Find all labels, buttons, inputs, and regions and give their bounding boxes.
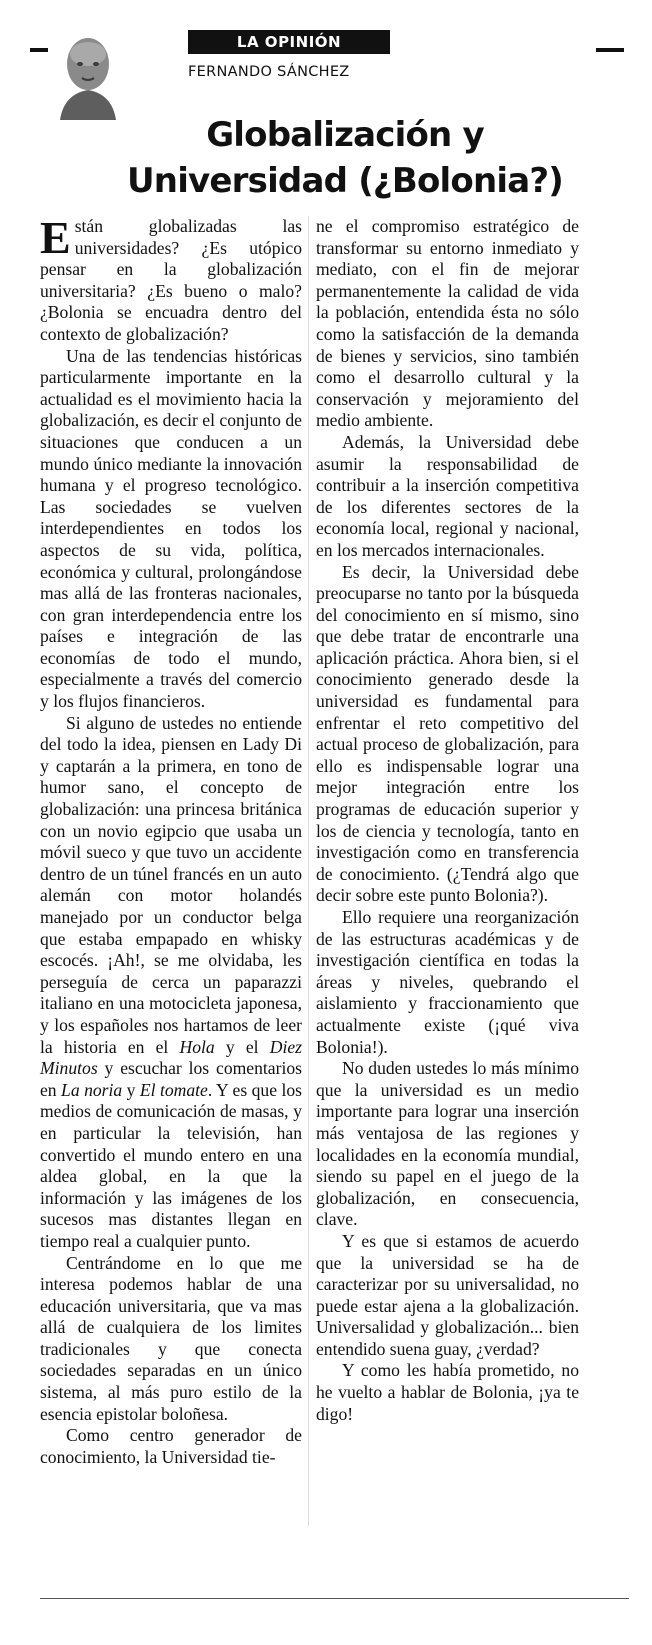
program-name: El tomate (139, 1079, 208, 1100)
header-rule-left (30, 48, 48, 52)
header-rule-right (596, 48, 624, 52)
author-byline: FERNANDO SÁNCHEZ (188, 64, 350, 80)
article-column-right (316, 216, 579, 1425)
publication-name: Hola (179, 1036, 215, 1057)
program-name: La noria (61, 1079, 123, 1100)
paragraph: Además, la Universidad debe asumir la responsabilidad de contribuir a la inserción competitiva de los diferentes sectores de la economía local, regional y nacional, en los mercados internacionales. (316, 431, 579, 560)
column-divider (308, 216, 309, 1526)
article-headline (110, 112, 580, 204)
paragraph: Y como les había prometido, no he vuelto a hablar de Bolonia, ¡ya te digo! (316, 1360, 579, 1424)
article-column-left (40, 212, 303, 1468)
paragraph: Y es que si estamos de acuerdo que la universidad se ha de caracterizar por su universalidad, no puede estar ajena a la globalización. Universalidad y globalización... bien entendido suena guay, ¿verdad? (316, 1230, 579, 1359)
drop-cap: E (40, 212, 71, 263)
author-photo (52, 28, 124, 120)
paragraph: Una de las tendencias históricas particularmente importante en la actualidad es el movimiento hacia la globalización, es decir el conjunto de situaciones que conducen a un mundo único mediante la innovación humana y el progreso tecnológico. Las sociedades se vuelven interdependientes en todos los aspectos de su vida, política, económica y cultural, prolongándose mas allá de las fronteras nacionales, con gran interdependencia entre los países e integración de las economías de todo el mundo, especialmente a través del comercio y los flujos financieros. (40, 345, 302, 712)
paragraph: ne el compromiso estratégico de transformar su entorno inmediato y mediato, con el fin de mejorar permanentemente la calidad de vida la población, entendida ésta no sólo como la satisfacción de la demanda de bienes y servicios, sino también como el desarrollo cultural y la conservación y mejoramiento del medio ambiente. (316, 216, 579, 431)
paragraph: Es decir, la Universidad debe preocuparse no tanto por la búsqueda del conocimiento en sí mismo, sino que debe tratar de encontrarle una aplicación práctica. Ahora bien, si el conocimiento generado desde la universidad es fundamental para enfrentar el reto competitivo del actual proceso de globalización, para ello es indispensable lograr una mejor integración entre los programas de educación superior y los de ciencia y tecnología, tanto en investigación como en transferencia de conocimiento. (¿Tendrá algo que decir sobre este punto Bolonia?). (316, 561, 579, 906)
publication-name: Diez Minutos (40, 1036, 302, 1079)
headline-line-1: Globalización y (206, 115, 484, 155)
paragraph: Centrándome en lo que me interesa podemos hablar de una educación universitaria, que va mas allá de cualquiera de los limites tradicionales y que conecta sociedades separadas en un único sistema, al más puro estilo de la esencia epistolar boloñesa. (40, 1252, 302, 1424)
paragraph: Si alguno de ustedes no entiende del todo la idea, piensen en Lady Di y captarán a la primera, en tono de humor sano, el concepto de globalización: una princesa británica con un novio egipcio que usaba un móvil sueco y que tuvo un accidente dentro de un túnel francés en un auto alemán con motor holandés manejado por un conductor belga que estaba empapado en whisky escocés. ¡Ah!, se me olvidaba, les perseguía de cerca un paparazzi italiano en una motocicleta japonesa, y los españoles nos hartamos de leer la historia en el Hola y el Diez Minutos y escuchar los comentarios en La noria y El tomate. Y es que los medios de comunicación de masas, y en particular la televisión, han convertido el mundo entero en una aldea global, en la que la información y las imágenes de los sucesos mas distantes llegan en tiempo real a cualquier punto. (40, 712, 303, 1251)
paragraph: Como centro generador de conocimiento, la Universidad tie- (40, 1425, 302, 1467)
paragraph: No duden ustedes lo más mínimo que la universidad es un medio importante para lograr una inserción más ventajosa de las regiones y localidades en la economía mundial, siendo su papel en el juego de la globalización, en consecuencia, clave. (316, 1058, 579, 1230)
paragraph: Están globalizadas las universidades? ¿Es utópico pensar en la globalización universitaria? ¿Es bueno o malo? ¿Bolonia se encuadra dentro del contexto de globalización? (40, 212, 302, 344)
headline-line-2: Universidad (¿Bolonia?) (126, 161, 564, 201)
section-label: LA OPINIÓN (188, 30, 390, 54)
bottom-rule (40, 1598, 629, 1599)
paragraph: Ello requiere una reorganización de las estructuras académicas y de investigación científica en todas la áreas y niveles, quebrando el aislamiento y fraccionamiento que actualmente existe (¡qué viva Bolonia!). (316, 907, 579, 1057)
